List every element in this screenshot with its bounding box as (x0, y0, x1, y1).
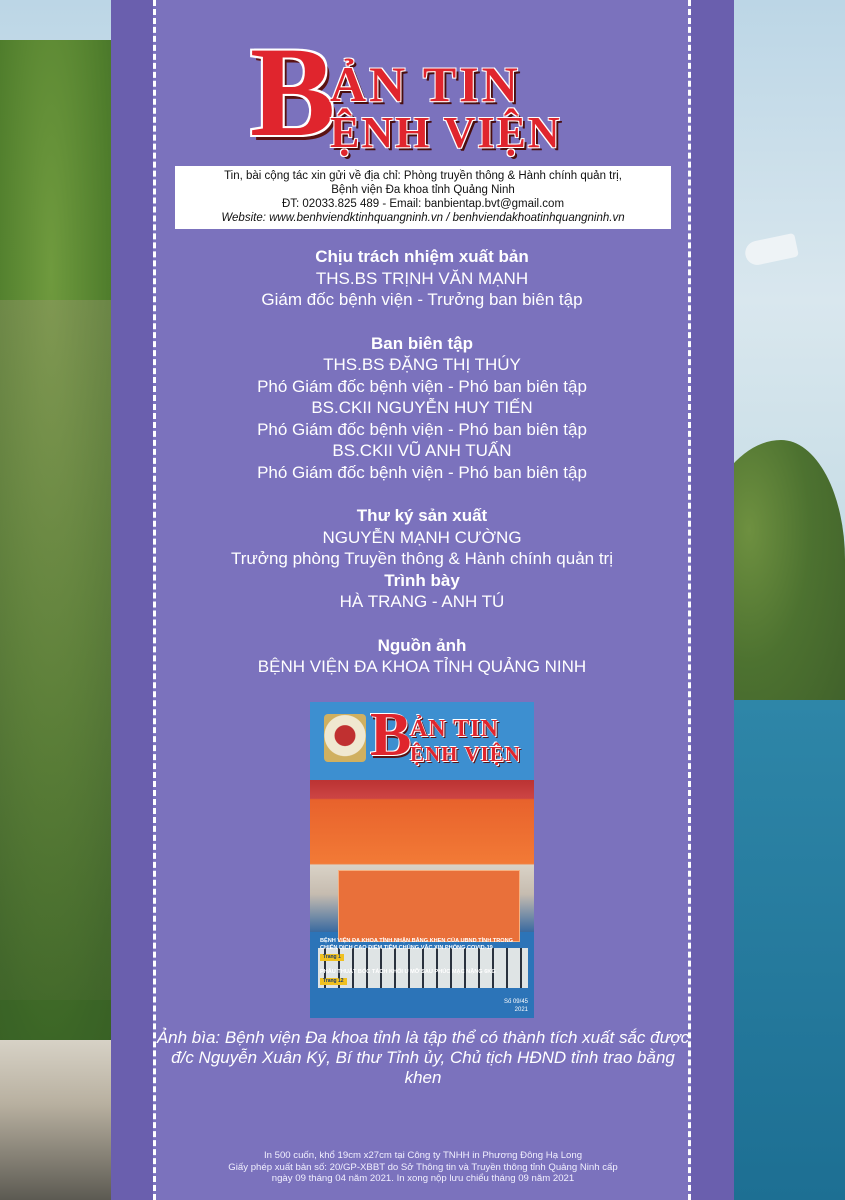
photo-source-heading: Nguồn ảnh (377, 635, 467, 655)
footer-line-2: Giấy phép xuất bản số: 20/GP-XBBT do Sở Thông tin và Truyền thông tỉnh Quảng Ninh cấp (228, 1161, 618, 1173)
contact-info-box (175, 166, 671, 229)
conference-banner (338, 870, 520, 942)
contact-website: Website: www.benhviendktinhquangninh.vn / benhviendakhoatinhquangninh.vn (221, 212, 625, 224)
footer-line-1: In 500 cuốn, khổ 19cm x27cm tại Công ty TNHH in Phương Đông Hạ Long (263, 1150, 583, 1161)
board-heading: Ban biên tập (370, 333, 473, 353)
footer-line-3: ngày 09 tháng 04 năm 2021. In xong nộp lưu chiểu tháng 09 năm 2021 (271, 1173, 575, 1184)
cover-header (310, 702, 534, 780)
cover-title-line-1: ẢN TIN (410, 716, 499, 742)
board-member-name: THS.BS ĐẶNG THỊ THÚY (323, 355, 521, 374)
photo-source-name: BỆNH VIỆN ĐA KHOA TỈNH QUẢNG NINH (257, 657, 587, 676)
cover-title-line-2: ỆNH VIỆN (410, 742, 521, 766)
issue-year: 2021 (514, 1007, 528, 1013)
cover-photo (310, 780, 534, 932)
cover-headline-1: BỆNH VIỆN ĐA KHOA TỈNH NHẬN BẰNG KHEN CỦA UBND TỈNH TRONG CHIẾN DỊCH CAO ĐIỂM TIÊM CHỦNG VẮC XIN PHÒNG COVID-19 (320, 938, 513, 951)
board-member-role: Phó Giám đốc bệnh viện - Phó ban biên tập (257, 376, 587, 396)
print-footer (155, 1150, 691, 1185)
masthead-big-letter: B (250, 21, 336, 163)
board-member-name: BS.CKII NGUYỄN HUY TIẾN (311, 398, 533, 417)
cover-issue-number (504, 998, 528, 1014)
contact-line-3: ĐT: 02033.825 489 - Email: banbientap.bvt@gmail.com (281, 198, 565, 210)
cover-page-tag-2: Trang 12 (320, 978, 347, 985)
secretary-name: NGUYỄN MẠNH CƯỜNG (322, 527, 522, 547)
board-member-role: Phó Giám đốc bệnh viện - Phó ban biên tập (257, 462, 587, 482)
publisher-name: THS.BS TRỊNH VĂN MẠNH (315, 268, 529, 288)
publisher-role: Giám đốc bệnh viện - Trưởng ban biên tập (261, 290, 583, 309)
board-member-role: Phó Giám đốc bệnh viện - Phó ban biên tập (257, 419, 587, 439)
cover-page-tag-1: Trang 1 (320, 954, 344, 961)
cover-headlines (320, 938, 524, 985)
masthead-line-2: ỆNH VIỆN (330, 108, 562, 157)
secretary-heading: Thư ký sản xuất (356, 506, 488, 525)
credits-block (153, 246, 691, 678)
cover-caption: Ảnh bìa: Bệnh viện Đa khoa tỉnh là tập thể có thành tích xuất sắc được đ/c Nguyễn Xuân Ký, Bí thư Tỉnh ủy, Chủ tịch HĐND tỉnh trao bằng khen (156, 1028, 690, 1087)
masthead-line-1: ẢN TIN (330, 56, 521, 112)
cover-thumbnail (310, 702, 534, 1018)
cover-big-letter: B (370, 702, 412, 769)
contact-line-1: Tin, bài cộng tác xin gửi về địa chỉ: Phòng truyền thông & Hành chính quản trị, (224, 170, 622, 182)
layout-heading: Trình bày (384, 570, 460, 590)
publisher-heading: Chịu trách nhiệm xuất bản (315, 247, 529, 266)
masthead-logo (250, 21, 610, 163)
cover-headline-2: PHẪU THUẬT BÓC TÁCH KHỐI U MỠ SAU PHÚC MẠC NẶNG 6KG (320, 969, 496, 975)
issue-number: Số 09/45 (503, 999, 528, 1005)
board-member-name: BS.CKII VŨ ANH TUẤN (332, 441, 512, 460)
secretary-role: Trưởng phòng Truyền thông & Hành chính quản trị (231, 549, 613, 568)
contact-line-2: Bệnh viện Đa khoa tỉnh Quảng Ninh (331, 184, 515, 196)
layout-name: HÀ TRANG - ANH TÚ (339, 592, 505, 611)
hospital-logo-icon (324, 714, 366, 762)
